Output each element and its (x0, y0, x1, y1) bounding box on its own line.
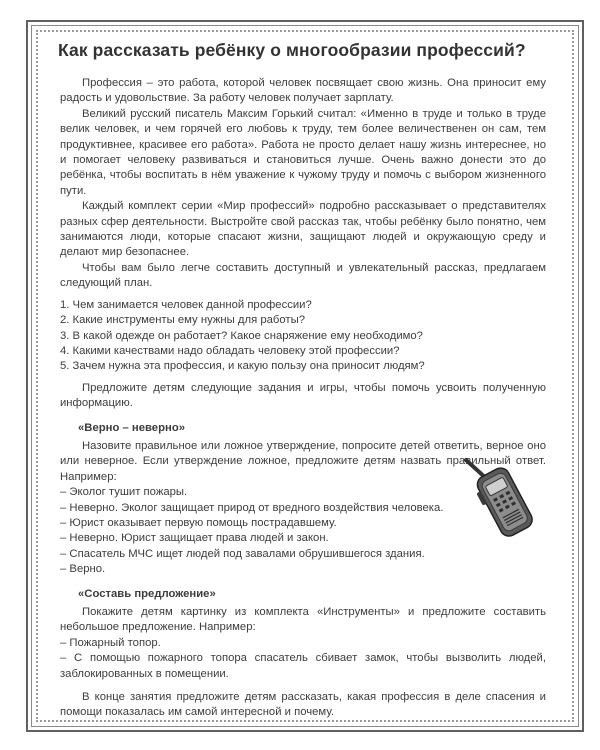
plan-list (60, 298, 546, 375)
plan-item: 4. Какими качествами надо обладать человеку этой профессии? (60, 344, 400, 357)
intro-paragraph-2: Великий русский писатель Максим Горький считал: «Именно в труде и только в труде велик человек, и чем горячей его любовь к труду, тем более величественен он сам, тем продуктивнее, красивее его работа». Работа не просто делает нашу жизнь интереснее, но и помогает человеку развиваться и становиться лучше. Очень важно донести это до ребёнка, чтобы воспитать в нём уважение к чужому труду и помочь с выбором жизненного пути. (60, 107, 546, 197)
game1-item: – Верно. (60, 563, 106, 576)
walkie-talkie-illustration (452, 440, 542, 540)
game2-title: «Составь предложение» (78, 587, 216, 600)
game2-item: – Пожарный топор. (60, 636, 161, 649)
game1-item: – Юрист оказывает первую помощь пострадавшему. (60, 516, 337, 529)
game1-item: – Неверно. Юрист защищает права людей и закон. (60, 532, 329, 545)
game2-text: Покажите детям картинку из комплекта «Инструменты» и предложите составить небольшое предложение. Например: (60, 606, 546, 634)
article-body (60, 76, 546, 721)
page-title: Как рассказать ребёнку о многообразии профессий? (58, 40, 526, 60)
closing-paragraph: В конце занятия предложите детям рассказать, какая профессия в деле спасения и помощи показалась им самой интересной и почему. (60, 691, 546, 719)
intro-paragraph-4: Чтобы вам было легче составить доступный и увлекательный рассказ, предлагаем следующий план. (60, 261, 546, 290)
intro-paragraph-1: Профессия – это работа, которой человек посвящает свою жизнь. Она приносит ему радость и удовольствие. За работу человек получает зарплату. (60, 77, 546, 105)
game1-item: – Эколог тушит пожары. (60, 486, 188, 499)
game1-title: «Верно – неверно» (78, 421, 186, 434)
plan-item: 3. В какой одежде он работает? Какое снаряжение ему необходимо? (60, 329, 423, 342)
game1-item: – Неверно. Эколог защищает природ от вредного воздействия человека. (60, 501, 444, 514)
plan-item: 5. Зачем нужна эта профессия, и какую пользу она приносит людям? (60, 360, 425, 373)
plan-item: 2. Какие инструменты ему нужны для работы? (60, 314, 305, 327)
intro-paragraph-3: Каждый комплект серии «Мир профессий» подробно рассказывает о представителях разных сфер деятельности. Выстройте свой рассказ так, чтобы ребёнку было понятно, чем занимаются люди, которые спасают жизни, защищают людей и окружающую среду и делают мир безопаснее. (60, 200, 546, 259)
plan-item: 1. Чем занимается человек данной профессии? (60, 298, 312, 311)
tasks-intro: Предложите детям следующие задания и игры, чтобы помочь усвоить полученную информацию. (60, 381, 546, 410)
game1-item: – Спасатель МЧС ищет людей под завалами обрушившегося здания. (60, 547, 425, 560)
game2-item: – С помощью пожарного топора спасатель сбивает замок, чтобы вызволить людей, заблокированных в помещении. (60, 652, 546, 680)
game1-text: Назовите правильное или ложное утверждение, попросите детей ответить, верное оно или неверное. Если утверждение ложное, предложите детям назвать правильный ответ. Например: (60, 439, 546, 483)
